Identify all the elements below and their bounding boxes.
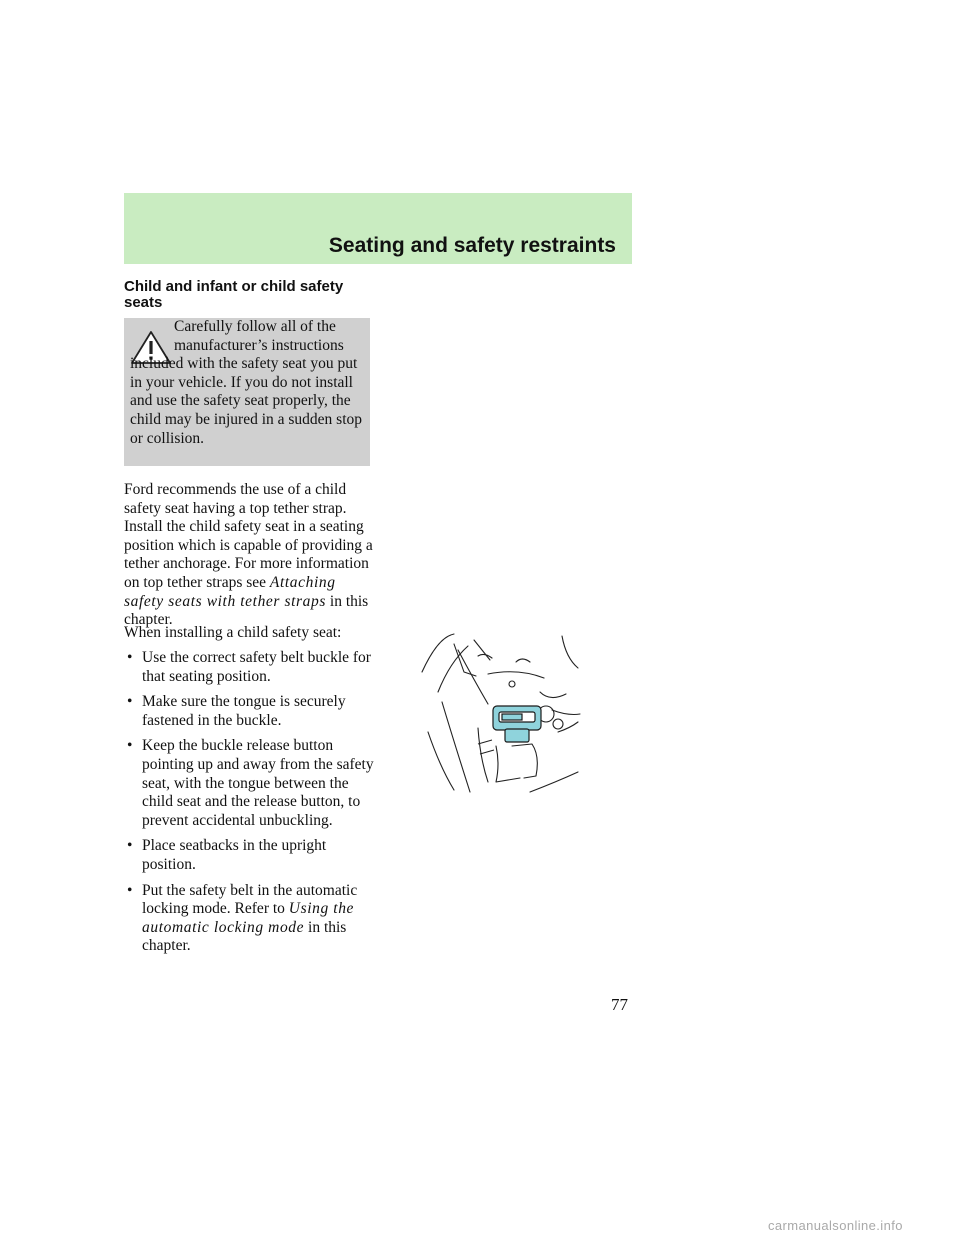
list-item-text: Place seatbacks in the upright position.: [142, 837, 327, 873]
list-item-text: Put the safety belt in the automatic locking mode. Refer to: [142, 881, 358, 918]
section-heading: Child and infant or child safety seats: [124, 278, 344, 311]
chapter-header-band: [124, 193, 632, 264]
list-item: [124, 882, 376, 956]
seat-belt-buckle-illustration: [418, 632, 588, 796]
bullet-glyph: •: [127, 837, 133, 855]
list-item: [124, 693, 376, 730]
paragraph-tether-recommendation: [124, 481, 376, 630]
installation-steps-list: [124, 649, 376, 963]
page-number: 77: [611, 995, 628, 1014]
list-item-text: Use the correct safety belt buckle for that seating position.: [142, 649, 371, 685]
reference-attaching-tether-straps: Attaching safety seats with tether straps: [124, 573, 336, 610]
bullet-glyph: •: [127, 693, 133, 711]
bullet-glyph: •: [127, 881, 133, 899]
reference-automatic-locking-mode: Using the automatic locking mode: [142, 900, 355, 936]
list-item: [124, 649, 376, 686]
paragraph-text: Ford recommends the use of a child safety seat having a top tether strap. Install the child safety seat in a seating position which is capable of providing a tether anchorage. For more information on top tether straps see: [124, 481, 373, 591]
list-item-text-end: in this chapter.: [142, 918, 347, 955]
warning-text: [130, 318, 370, 448]
watermark: carmanualsonline.info: [768, 1218, 903, 1233]
bullet-glyph: •: [127, 737, 133, 755]
list-item-text: Keep the buckle release button pointing up and away from the safety seat, with the tongue between the child seat and the release button, to prevent accidental unbuckling.: [142, 737, 374, 829]
list-item: [124, 837, 376, 874]
bullet-glyph: •: [127, 649, 133, 666]
chapter-title: Seating and safety restraints: [328, 234, 616, 257]
warning-box: [124, 318, 370, 466]
list-item-text: Make sure the tongue is securely fastened in the buckle.: [142, 693, 346, 729]
paragraph-text-end: in this chapter.: [124, 592, 369, 629]
warning-text-content: Carefully follow all of the manufacturer’s instructions included with the safety seat you put in your vehicle. If you do not install and use the safety seat properly, the child may be injured in a sudden stop or collision.: [130, 318, 363, 447]
paragraph-installing-intro: When installing a child safety seat:: [124, 624, 342, 641]
list-item: [124, 737, 376, 830]
